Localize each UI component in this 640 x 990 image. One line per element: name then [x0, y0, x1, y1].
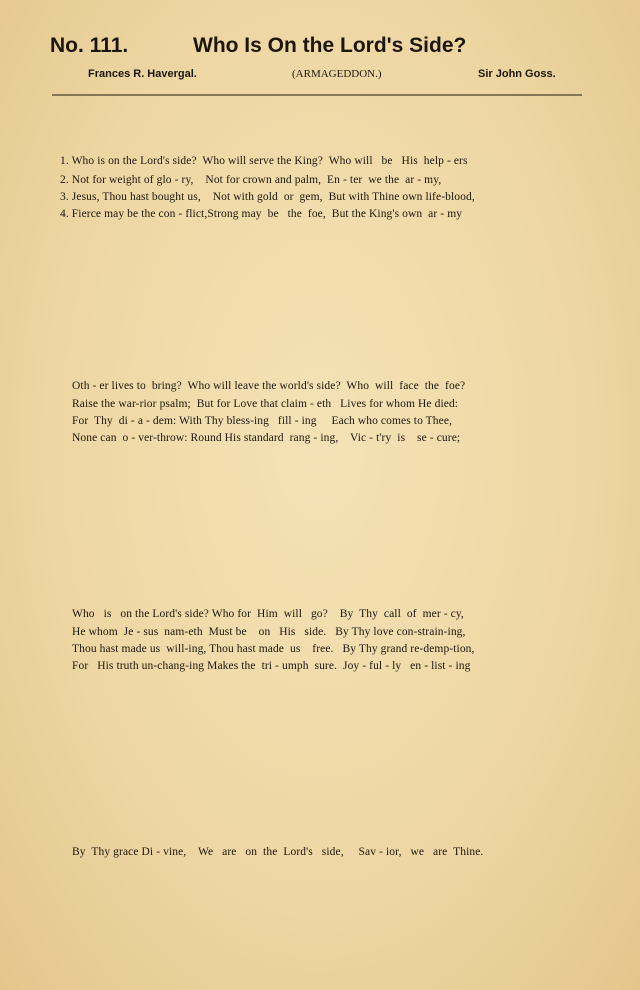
lyric-line: Who is on the Lord's side? Who for Him will go? By Thy call of mer - cy,: [72, 608, 464, 620]
lyric-line: 4. Fierce may be the con - flict,Strong may be the foe, But the King's own ar - my: [60, 208, 463, 220]
lyric-line: 2. Not for weight of glo - ry, Not for crown and palm, En - ter we the ar - my,: [60, 174, 442, 186]
lyric-line: He whom Je - sus nam-eth Must be on His side. By Thy love con-strain-ing,: [72, 626, 466, 638]
treble-staff-system-2: [0, 318, 640, 378]
bass-staff-system-2: [0, 452, 640, 522]
lyric-line: For His truth un-chang-ing Makes the tri - umph sure. Joy - ful - ly en - list - ing: [72, 660, 471, 672]
lyric-line: Oth - er lives to bring? Who will leave the world's side? Who will face the foe?: [72, 380, 466, 392]
treble-staff-system-1: [0, 95, 640, 155]
lyric-line: 1. Who is on the Lord's side? Who will serve the King? Who will be His help - ers: [60, 155, 468, 167]
treble-staff-system-4: [0, 768, 640, 828]
composer-credit: Sir John Goss.: [478, 68, 556, 80]
hymn-title: Who Is On the Lord's Side?: [193, 34, 467, 57]
author-credit: Frances R. Havergal.: [88, 68, 197, 80]
lyric-line: None can o - ver-throw: Round His standard rang - ing, Vic - t'ry is se - cure;: [72, 432, 461, 444]
lyric-line: 3. Jesus, Thou hast bought us, Not with gold or gem, But with Thine own life-blood,: [60, 191, 475, 203]
hymn-number: No. 111.: [50, 34, 129, 57]
treble-staff-system-3: [0, 543, 640, 603]
bass-staff-system-4: [0, 875, 640, 955]
lyric-line: Thou hast made us will-ing, Thou hast made us free. By Thy grand re-demp-tion,: [72, 643, 475, 655]
bass-staff-system-1: [0, 228, 640, 298]
bass-staff-system-3: [0, 680, 640, 750]
lyric-line: Raise the war-rior psalm; But for Love that claim - eth Lives for whom He died:: [72, 398, 459, 410]
lyric-line: By Thy grace Di - vine, We are on the Lord's side, Sav - ior, we are Thine.: [72, 846, 484, 858]
lyric-line: For Thy di - a - dem: With Thy bless-ing fill - ing Each who comes to Thee,: [72, 415, 453, 427]
tune-name: (ARMAGEDDON.): [292, 68, 382, 80]
